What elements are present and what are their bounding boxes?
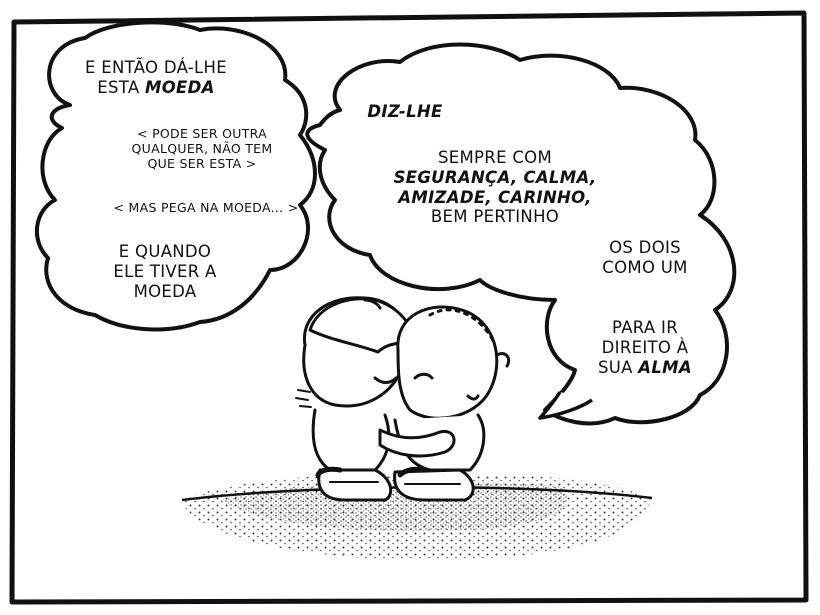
body-line-7: PARA IR [612,318,678,337]
outro-line-3: MOEDA [133,281,197,301]
intro-line-1: E ENTÃO DÁ-LHE [85,58,227,77]
intro-word-esta: ESTA [97,77,140,97]
body-line-4: BEM PERTINHO [430,207,560,227]
body-line-2: SEGURANÇA, CALMA, [393,167,597,187]
left-bubble-intro [70,58,242,98]
closing-word-alma: ALMA [638,357,692,377]
body-line-5: OS DOIS [609,238,681,257]
body-line-9 [585,358,705,378]
aside-line-1: < PODE SER OUTRA [137,126,267,141]
left-bubble-outro [90,242,240,301]
aside-line-4: < MAS PEGA NA MOEDA... > [113,200,299,215]
outro-line-2: ELE TIVER A [113,261,217,281]
outro-line-1: E QUANDO [118,242,212,261]
left-bubble-aside-2 [100,200,312,215]
right-bubble-heading: DIZ-LHE [367,102,443,121]
body-line-8: DIREITO À [601,337,689,357]
right-bubble-body [385,148,605,227]
intro-line-2 [70,78,242,98]
left-bubble-aside [118,126,286,171]
right-bubble-closing [585,318,705,377]
closing-word-sua: SUA [598,357,633,377]
body-line-3: AMIZADE, CARINHO, [398,187,592,207]
intro-word-moeda: MOEDA [145,77,215,97]
aside-line-3: QUE SER ESTA > [147,156,257,171]
body-line-6: COMO UM [602,257,688,277]
right-bubble-together [590,238,700,278]
aside-line-2: QUALQUER, NÃO TEM [131,141,273,156]
body-line-1: SEMPRE COM [438,148,552,167]
